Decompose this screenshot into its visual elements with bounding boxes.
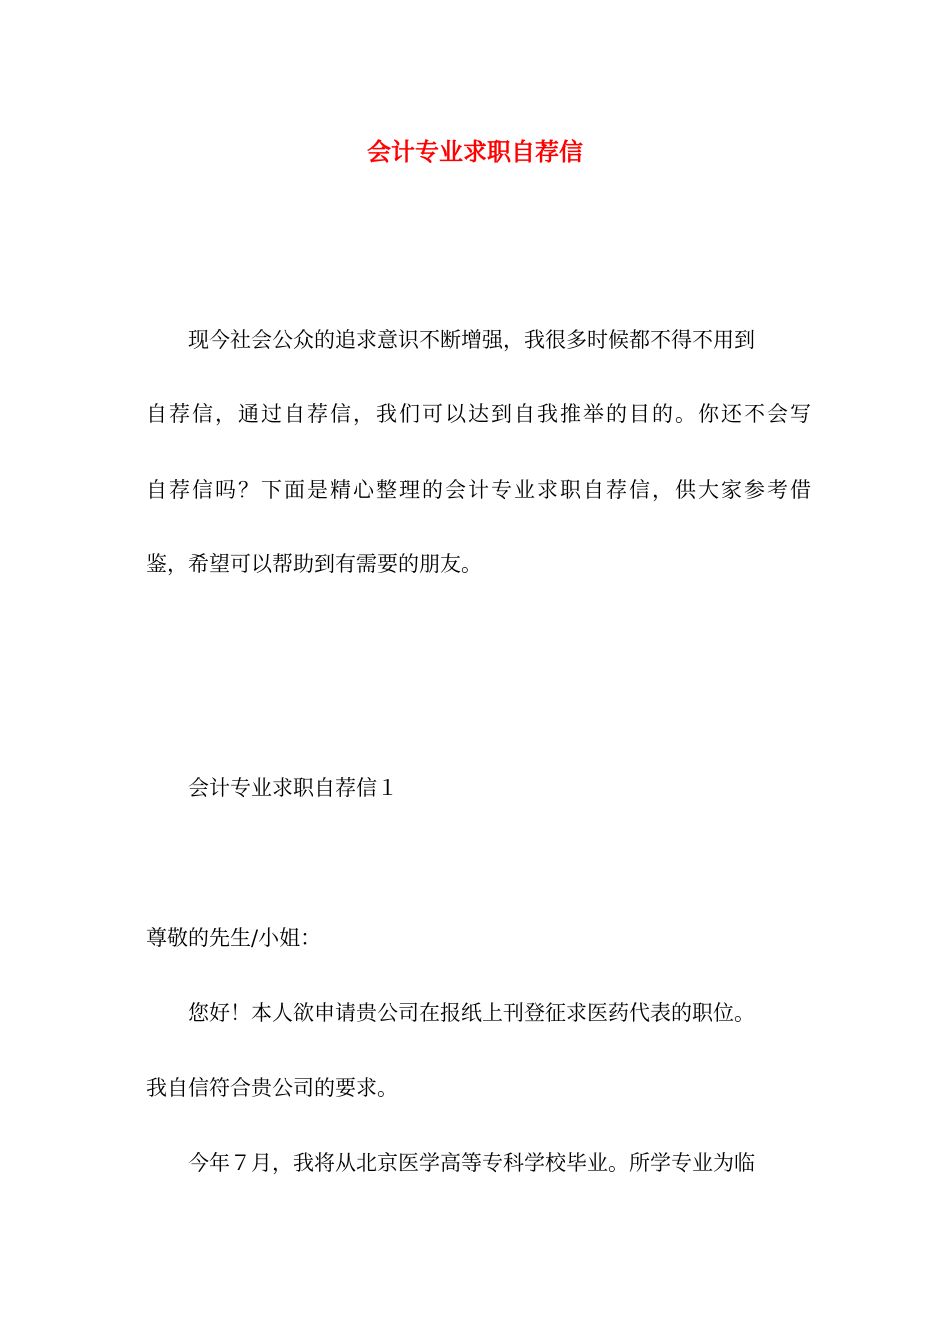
body-line-3: 今年７月，我将从北京医学高等专科学校毕业。所学专业为临 xyxy=(188,1151,755,1175)
intro-line-2: 自荐信，通过自荐信，我们可以达到自我推举的目的。你还不会写 xyxy=(146,402,811,426)
intro-line-3: 自荐信吗？下面是精心整理的会计专业求职自荐信，供大家参考借 xyxy=(146,478,811,502)
salutation: 尊敬的先生/小姐： xyxy=(146,926,322,950)
section-heading: 会计专业求职自荐信１ xyxy=(188,776,398,800)
document-title: 会计专业求职自荐信 xyxy=(367,137,583,166)
intro-line-1: 现今社会公众的追求意识不断增强，我很多时候都不得不用到 xyxy=(188,328,755,352)
intro-line-4: 鉴，希望可以帮助到有需要的朋友。 xyxy=(146,552,482,576)
body-line-1: 您好！本人欲申请贵公司在报纸上刊登征求医药代表的职位。 xyxy=(188,1001,755,1025)
body-line-2: 我自信符合贵公司的要求。 xyxy=(146,1076,398,1100)
